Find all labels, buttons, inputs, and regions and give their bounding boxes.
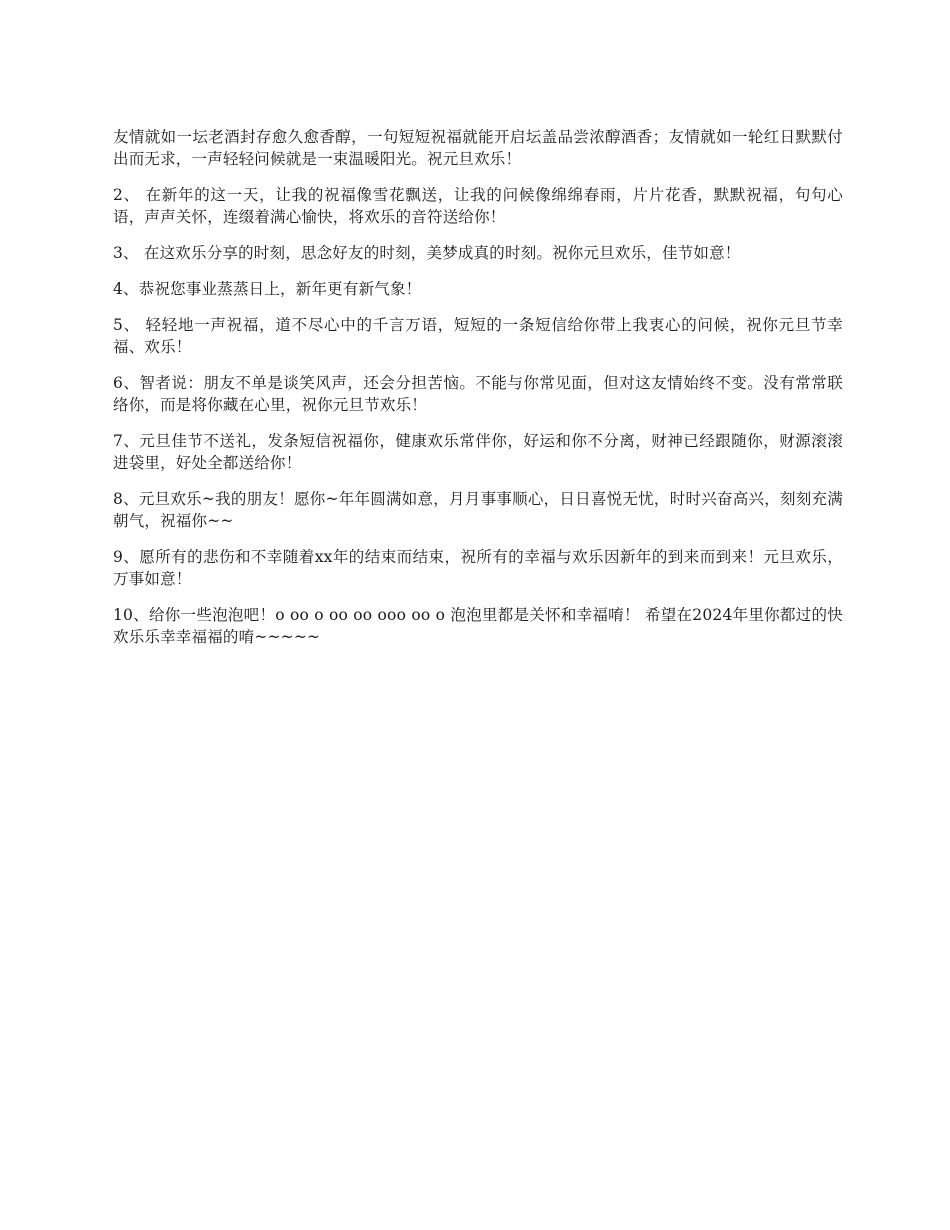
paragraph-2: 2、 在新年的这一天，让我的祝福像雪花飘送，让我的问候像绵绵春雨，片片花香，默默祝福，句句心语，声声关怀，连缀着满心愉快，将欢乐的音符送给你！	[113, 186, 843, 226]
paragraph-5: 5、 轻轻地一声祝福，道不尽心中的千言万语，短短的一条短信给你带上我衷心的问候，祝你元旦节幸福、欢乐！	[113, 316, 843, 356]
paragraph-8: 8、元旦欢乐~我的朋友！愿你~年年圆满如意，月月事事顺心，日日喜悦无忧，时时兴奋高兴，刻刻充满朝气，祝福你~~	[113, 490, 843, 530]
paragraph-1: 友情就如一坛老酒封存愈久愈香醇，一句短短祝福就能开启坛盖品尝浓醇酒香；友情就如一轮红日默默付出而无求，一声轻轻问候就是一束温暖阳光。祝元旦欢乐！	[113, 128, 843, 168]
paragraph-4: 4、恭祝您事业蒸蒸日上，新年更有新气象！	[113, 280, 422, 298]
document-body	[113, 126, 843, 662]
paragraph-6: 6、智者说：朋友不单是谈笑风声，还会分担苦恼。不能与你常见面，但对这友情始终不变。没有常常联络你，而是将你藏在心里，祝你元旦节欢乐！	[113, 374, 843, 414]
paragraph-9: 9、愿所有的悲伤和不幸随着xx年的结束而结束，祝所有的幸福与欢乐因新年的到来而到来！元旦欢乐，万事如意！	[113, 548, 843, 588]
paragraph-7: 7、元旦佳节不送礼，发条短信祝福你，健康欢乐常伴你，好运和你不分离，财神已经跟随你，财源滚滚进袋里，好处全都送给你！	[113, 432, 843, 472]
paragraph-10: 10、给你一些泡泡吧！o oo o oo oo ooo oo o 泡泡里都是关怀和幸福唷！ 希望在2024年里你都过的快欢乐乐幸幸福福的唷~~~~~	[113, 606, 843, 646]
paragraph-3: 3、 在这欢乐分享的时刻，思念好友的时刻，美梦成真的时刻。祝你元旦欢乐，佳节如意！	[113, 244, 741, 262]
